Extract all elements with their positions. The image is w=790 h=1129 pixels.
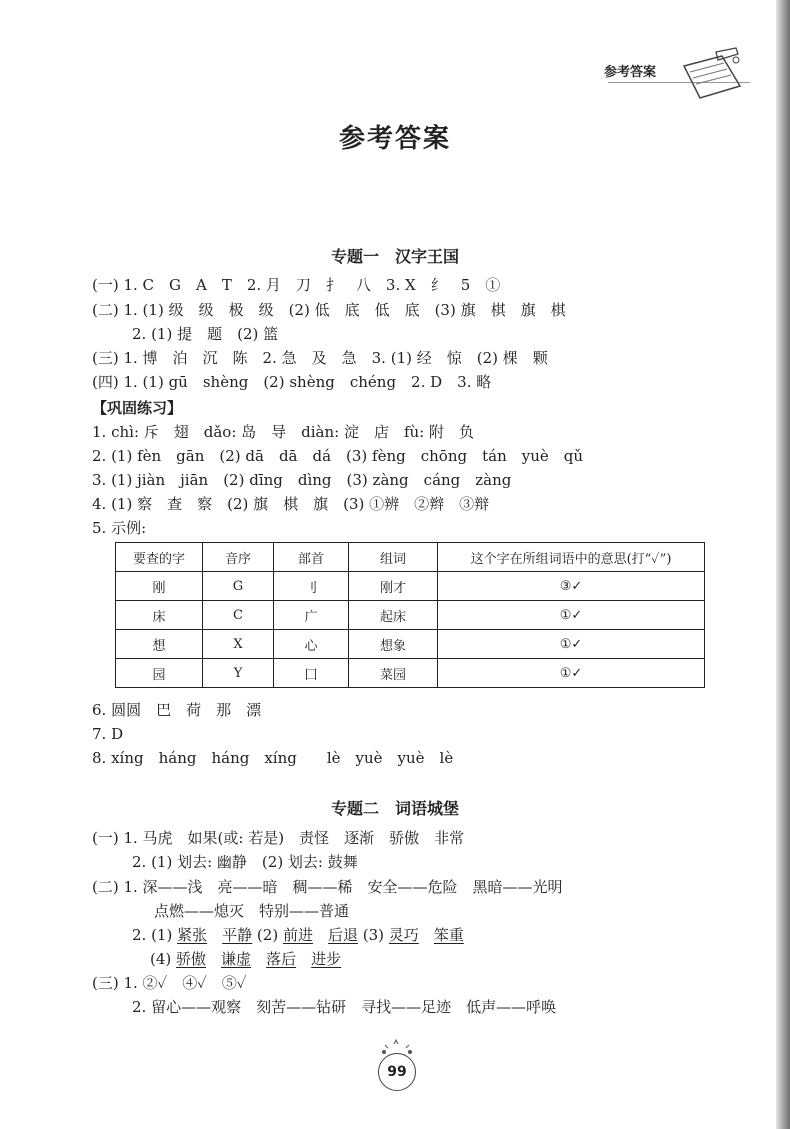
answer-line: (四) 1. (1) gū shèng (2) shèng chéng 2. D 3. 略 [92,373,492,391]
table-cell: 园 [116,659,203,688]
practice-line: 6. 圆圆 巴 荷 那 漂 [92,701,262,719]
table-header: 部首 [274,543,349,572]
table-header: 音序 [203,543,274,572]
underlined-word: 前进 [282,926,313,944]
table-cell: ①✓ [438,659,705,688]
page-title: 参考答案 [338,124,451,154]
practice-heading: 【巩固练习】 [92,399,183,417]
answer-text: 2. (1) [132,926,178,944]
table-row [116,572,705,601]
header-label: 参考答案 [604,65,657,80]
notebook-pencil-icon [678,46,748,102]
underlined-word: 后退 [327,926,358,944]
table-header: 组词 [349,543,438,572]
underlined-word: 进步 [311,950,342,968]
underlined-word: 紧张 [177,926,208,944]
table-cell: ①✓ [438,630,705,659]
table-row [116,630,705,659]
answer-text: (4) [150,950,177,968]
table-header: 这个字在所组词语中的意思(打“✓”) [438,543,705,572]
answer-line: (一) 1. 马虎 如果(或: 若是) 责怪 逐渐 骄傲 非常 [92,829,465,847]
table-cell: Y [203,659,274,688]
answer-table [115,542,705,688]
table-cell: G [203,572,274,601]
answer-line: 点燃——熄灭 特别——普通 [154,902,350,920]
underlined-word: 灵巧 [388,926,419,944]
underlined-word: 骄傲 [176,950,207,968]
underlined-word: 落后 [266,950,297,968]
practice-line: 4. (1) 察 查 察 (2) 旗 棋 旗 (3) ①辨 ②辫 ③辩 [92,495,490,513]
answer-line [132,925,464,945]
answer-line: (一) 1. C G A T 2. 月 刀 扌 八 3. X 纟 5 ① [92,276,501,294]
answer-text: (3) [358,926,389,944]
section1-heading: 专题一 汉字王国 [330,247,459,266]
underlined-word: 谦虚 [221,950,252,968]
answer-text: (2) [252,926,283,944]
answer-line: (二) 1. (1) 级 级 极 级 (2) 低 底 低 底 (3) 旗 棋 旗 棋 [92,301,566,319]
table-row [116,601,705,630]
answer-line: (二) 1. 深——浅 亮——暗 稠——稀 安全——危险 黑暗——光明 [92,878,563,896]
section2-heading: 专题二 词语城堡 [330,799,459,818]
practice-line: 2. (1) fèn gān (2) dā dā dá (3) fèng chōng tán yuè qǔ [92,447,584,465]
practice-line: 1. chì: 斥 翅 dǎo: 岛 导 diàn: 淀 店 fù: 附 负 [92,423,475,441]
underlined-word: 笨重 [433,926,464,944]
table-cell: 心 [274,630,349,659]
table-cell: 起床 [349,601,438,630]
practice-line: 3. (1) jiàn jiān (2) dīng dìng (3) zàng cáng zàng [92,471,512,489]
table-cell: 广 [274,601,349,630]
answer-line [150,949,341,969]
table-cell: 想 [116,630,203,659]
table-cell: 菜园 [349,659,438,688]
table-cell: 刚才 [349,572,438,601]
table-cell: 刚 [116,572,203,601]
answer-line: 2. 留心——观察 刻苦——钻研 寻找——足迹 低声——呼唤 [132,998,557,1016]
table-cell: 囗 [274,659,349,688]
underlined-word: 平静 [222,926,253,944]
page-edge-shadow [776,0,790,1129]
table-header: 要查的字 [116,543,203,572]
table-cell: ③✓ [438,572,705,601]
page-number: 99 [378,1053,416,1091]
answer-line: (三) 1. ②✓ ④✓ ⑤✓ [92,974,247,992]
table-cell: 床 [116,601,203,630]
practice-line: 7. D [92,725,124,743]
answer-line: 2. (1) 提 题 (2) 篮 [132,325,279,343]
practice-line: 5. 示例: [92,519,147,537]
answer-line: 2. (1) 划去: 幽静 (2) 划去: 鼓舞 [132,853,358,871]
table-cell: 刂 [274,572,349,601]
table-row [116,659,705,688]
table-cell: X [203,630,274,659]
practice-line: 8. xíng háng háng xíng lè yuè yuè lè [92,749,454,767]
table-cell: ①✓ [438,601,705,630]
answer-line: (三) 1. 博 泊 沉 陈 2. 急 及 急 3. (1) 经 惊 (2) 棵 颗 [92,349,548,367]
table-cell: 想象 [349,630,438,659]
table-cell: C [203,601,274,630]
table-header-row [116,543,705,572]
